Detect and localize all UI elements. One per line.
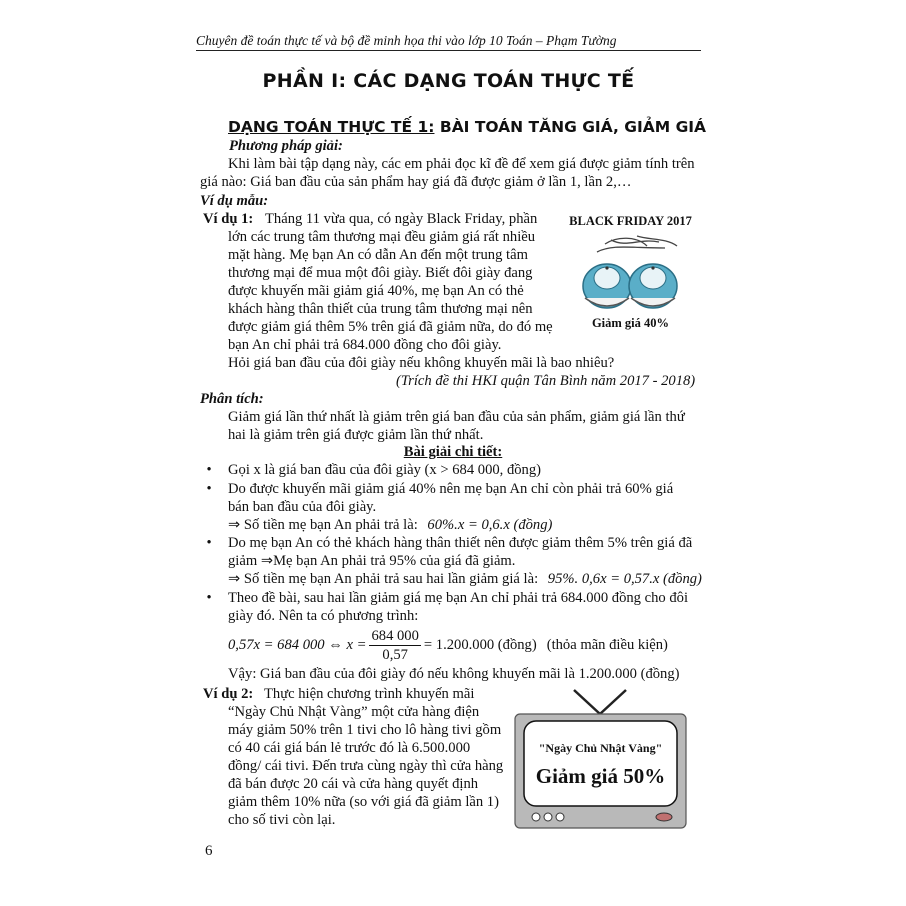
equation xyxy=(228,626,668,666)
part-title: PHẦN I: CÁC DẠNG TOÁN THỰC TẾ xyxy=(262,70,635,92)
equation-right: = 1.200.000 (đồng) xyxy=(423,637,537,654)
solution-b3-arrow-text: Số tiền mẹ bạn An phải trả sau hai lần giảm giá là: xyxy=(243,571,539,587)
example2-line-7: giảm thêm 10% nữa (so với giá đã giảm lần 1) xyxy=(228,794,499,810)
example1-line-7: được giảm giá thêm 5% trên giá đã giảm nữa, do đó mẹ xyxy=(228,319,553,335)
example1-line-5: được khuyến mãi giảm giá 40%, mẹ bạn An có thẻ xyxy=(228,283,524,299)
black-friday-title: BLACK FRIDAY 2017 xyxy=(569,214,692,228)
example1-line-4: thương mại để mua một đôi giày. Biết đôi giày đang xyxy=(228,265,533,281)
method-line-1: Khi làm bài tập dạng này, các em phải đọc kĩ đề để xem giá được giảm tính trên xyxy=(228,156,695,172)
solution-b4-line-1: Theo đề bài, sau hai lần giảm giá mẹ bạn An chỉ phải trả 684.000 đồng cho đôi xyxy=(228,590,688,606)
example2-line-4: có 40 cái giá bán lẻ trước đó là 6.500.000 xyxy=(228,740,471,756)
solution-b3-line-2-b: Mẹ bạn An phải trả 95% của giá đã giảm. xyxy=(273,553,516,569)
header-rule xyxy=(196,50,701,51)
bullet-dot: • xyxy=(206,462,212,478)
page-number: 6 xyxy=(205,843,213,859)
analysis-heading: Phân tích: xyxy=(200,391,264,407)
black-friday-image xyxy=(565,208,696,333)
tv-image xyxy=(514,686,687,829)
example1-source: (Trích đề thi HKI quận Tân Bình năm 2017 - 2018) xyxy=(396,373,696,389)
solution-b3-formula: 95%. 0,6x = 0,57.x (đồng) xyxy=(547,571,702,587)
example1-line-1: Tháng 11 vừa qua, có ngày Black Friday, phần xyxy=(265,211,538,227)
solution-b2-line-1: Do được khuyến mãi giảm giá 40% nên mẹ bạn An chỉ còn phải trả 60% giá xyxy=(228,481,674,497)
method-line-2: giá nào: Giá ban đầu của sản phẩm hay giá đã được giảm ở lần 1, lần 2,… xyxy=(200,174,632,190)
solution-b1: Gọi x là giá ban đầu của đôi giày (x > 684 000, đồng) xyxy=(228,462,542,478)
example2-line-2: “Ngày Chủ Nhật Vàng” một cửa hàng điện xyxy=(228,704,480,720)
analysis-line-1: Giảm giá lần thứ nhất là giảm trên giá ban đầu của sản phẩm, giảm giá lần thứ xyxy=(228,409,685,425)
example2-line-3: máy giảm 50% trên 1 tivi cho lô hàng tivi gồm xyxy=(228,722,502,738)
equation-denominator: 0,57 xyxy=(382,647,408,663)
equation-numerator: 684 000 xyxy=(371,628,419,644)
bullet-dot: • xyxy=(206,481,212,497)
section-name: BÀI TOÁN TĂNG GIÁ, GIẢM GIÁ xyxy=(439,118,707,136)
shoes-icon xyxy=(577,234,685,314)
tv-line-2: Giảm giá 50% xyxy=(535,764,666,788)
solution-b2-line-2: bán ban đầu của đôi giày. xyxy=(228,499,377,515)
solution-b3-arrow-line xyxy=(228,571,702,589)
equation-left: 0,57x = 684 000 ⇔ x = xyxy=(228,637,367,654)
implies-arrow-icon: ⇒ xyxy=(228,517,241,533)
example2-line-1: Thực hiện chương trình khuyến mãi xyxy=(264,686,475,702)
bullet-dot: • xyxy=(206,590,212,606)
solution-heading: Bài giải chi tiết: xyxy=(403,444,503,460)
implies-arrow-icon: ⇒ xyxy=(228,571,241,587)
tv-icon xyxy=(514,686,687,829)
example1-question: Hỏi giá ban đầu của đôi giày nếu không khuyến mãi là bao nhiêu? xyxy=(228,355,615,371)
bullet-dot: • xyxy=(206,535,212,551)
equation-condition: (thỏa mãn điều kiện) xyxy=(546,637,668,654)
running-header: Chuyên đề toán thực tế và bộ đề minh họa thi vào lớp 10 Toán – Phạm Tường xyxy=(196,33,617,48)
examples-heading: Ví dụ mẫu: xyxy=(200,193,269,209)
solution-b2-formula: 60%.x = 0,6.x (đồng) xyxy=(427,517,553,533)
section-title xyxy=(228,118,706,136)
tv-line-1: "Ngày Chủ Nhật Vàng" xyxy=(538,741,663,755)
solution-b3-line-2-a: giảm xyxy=(228,553,258,569)
example1-line-8: bạn An chỉ phải trả 684.000 đồng cho đôi giày. xyxy=(228,337,502,353)
solution-b3-line-2 xyxy=(228,553,515,571)
example1-line-3: mặt hàng. Mẹ bạn An có dẫn An đến một trung tâm xyxy=(228,247,528,263)
analysis-line-2: hai là giảm trên giá được giảm lần thứ nhất. xyxy=(228,427,484,443)
example1-label: Ví dụ 1: xyxy=(203,211,254,227)
method-heading: Phương pháp giải: xyxy=(229,138,343,154)
example2-line-8: cho số tivi còn lại. xyxy=(228,812,336,828)
example1-line-2: lớn các trung tâm thương mại đều giảm giá rất nhiều xyxy=(228,229,536,245)
example2-label: Ví dụ 2: xyxy=(203,686,254,702)
example2-line-5: đồng/ cái tivi. Đến trưa cùng ngày thì cửa hàng xyxy=(228,758,504,774)
black-friday-caption: Giảm giá 40% xyxy=(591,316,670,330)
equation-fraction xyxy=(369,628,420,664)
implies-arrow-icon: ⇒ xyxy=(260,553,274,569)
solution-b2-arrow-line xyxy=(228,517,552,535)
solution-b2-arrow-text: Số tiền mẹ bạn An phải trả là: xyxy=(243,517,418,533)
section-prefix: DẠNG TOÁN THỰC TẾ 1: xyxy=(228,118,435,136)
solution-conclusion: Vậy: Giá ban đầu của đôi giày đó nếu không khuyến mãi là 1.200.000 (đồng) xyxy=(228,666,680,682)
example1-line-6: khách hàng thân thiết của trung tâm thương mại nên xyxy=(228,301,533,317)
solution-b3-line-1: Do mẹ bạn An có thẻ khách hàng thân thiết nên được giảm thêm 5% trên giá đã xyxy=(228,535,693,551)
example2-line-6: đã bán được 20 cái và cửa hàng quyết định xyxy=(228,776,479,792)
solution-b4-line-2: giày đó. Nên ta có phương trình: xyxy=(228,608,419,624)
